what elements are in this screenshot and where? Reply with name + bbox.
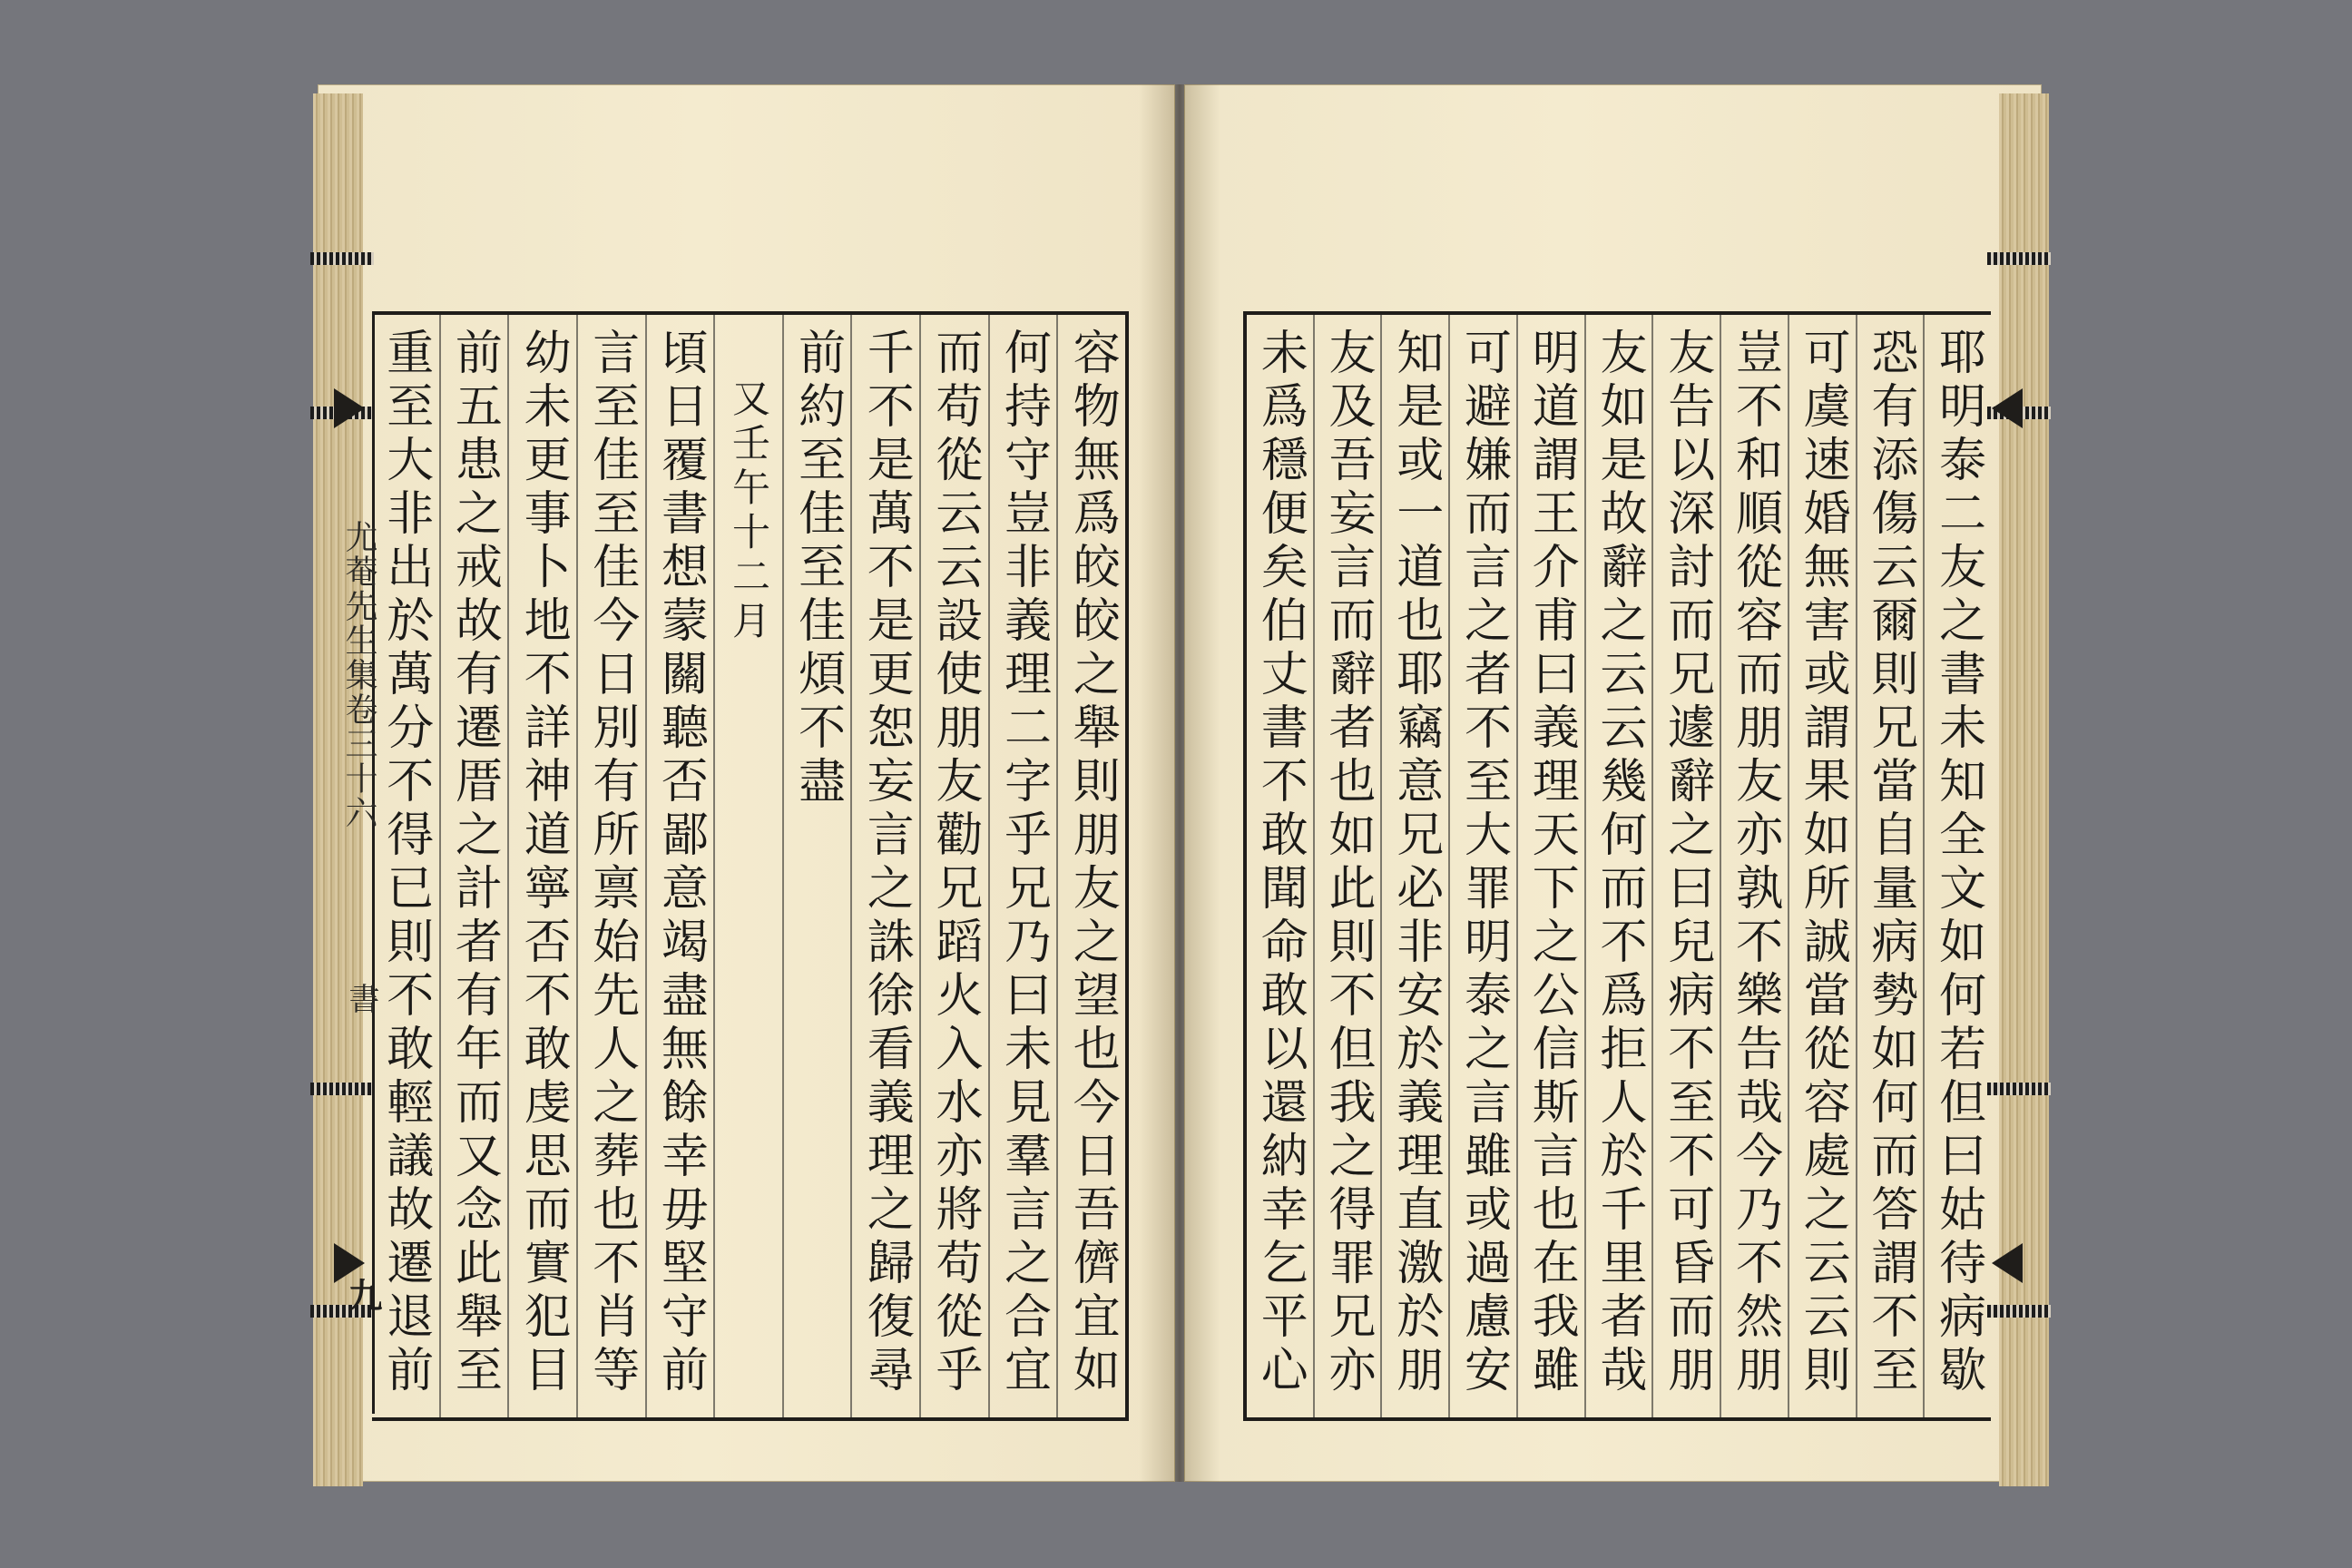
binding-thread <box>1987 1083 2051 1095</box>
text-column: 前約至佳至佳煩不盡 <box>782 315 851 1417</box>
text-column: 友如是故辭之云云幾何而不爲拒人於千里者哉 <box>1584 315 1652 1417</box>
page-number: 九 <box>342 1278 383 1312</box>
text-column: 恐有添傷云爾則兄當自量病勢如何而答謂不至 <box>1856 315 1924 1417</box>
text-column: 容物無爲皎皎之舉則朋友之望也今日吾儕宜如 <box>1056 315 1125 1417</box>
text-column: 明道謂王介甫曰義理天下之公信斯言也在我雖 <box>1516 315 1584 1417</box>
letter-date-heading: 又壬午十二月 <box>713 315 782 1417</box>
right-page <box>1184 84 2042 1482</box>
text-column: 可避嫌而言之者不至大罪明泰之言雖或過慮安 <box>1448 315 1516 1417</box>
text-column: 何持守豈非義理二字乎兄乃曰未見羣言之合宜 <box>988 315 1057 1417</box>
text-column: 可虞速婚無害或謂果如所誠當從容處之云云則 <box>1788 315 1856 1417</box>
fish-tail-mark-icon <box>334 388 365 428</box>
text-column: 豈不和順從容而朋友亦孰不樂告哉今乃不然朋 <box>1720 315 1788 1417</box>
left-text-panel <box>372 311 1129 1421</box>
fish-tail-mark-icon <box>334 1243 365 1283</box>
text-column: 友及吾妄言而辭者也如此則不但我之得罪兄亦 <box>1313 315 1381 1417</box>
fish-tail-mark-icon <box>1992 388 2023 428</box>
text-column: 未爲穩便矣伯丈書不敢聞命敢以還納幸乞平心 <box>1252 328 1308 1398</box>
binding-thread <box>1987 252 2051 265</box>
text-column: 前五患之戒故有遷厝之計者有年而又念此舉至 <box>439 315 508 1417</box>
text-column: 千不是萬不是更恕妄言之誅徐看義理之歸復尋 <box>850 315 919 1417</box>
binding-thread <box>310 252 374 265</box>
right-text-panel <box>1243 311 1991 1421</box>
text-column: 耶明泰二友之書未知全文如何若但曰姑待病歇 <box>1923 315 1991 1417</box>
text-column: 頃日覆書想蒙關聽否鄙意竭盡無餘幸毋堅守前 <box>645 315 714 1417</box>
binding-thread <box>1987 1305 2051 1318</box>
text-column: 幼未更事卜地不詳神道寧否不敢虔思而實犯目 <box>507 315 576 1417</box>
section-label: 書 <box>343 983 379 1014</box>
open-book <box>318 77 2042 1488</box>
text-column: 重至大非出於萬分不得已則不敢輕議故遷退前 <box>377 328 433 1398</box>
book-title-margin: 尤菴先生集卷三十六 <box>340 520 377 830</box>
text-column: 而苟從云云設使朋友勸兄蹈火入水亦將苟從乎 <box>919 315 988 1417</box>
text-column: 友告以深討而兄遽辭之曰兒病不至不可昏而朋 <box>1651 315 1720 1417</box>
fish-tail-mark-icon <box>1992 1243 2023 1283</box>
text-column: 知是或一道也耶竊意兄必非安於義理直激於朋 <box>1380 315 1448 1417</box>
text-column: 言至佳至佳今日別有所禀始先人之葬也不肖等 <box>576 315 645 1417</box>
left-page <box>318 84 1175 1482</box>
